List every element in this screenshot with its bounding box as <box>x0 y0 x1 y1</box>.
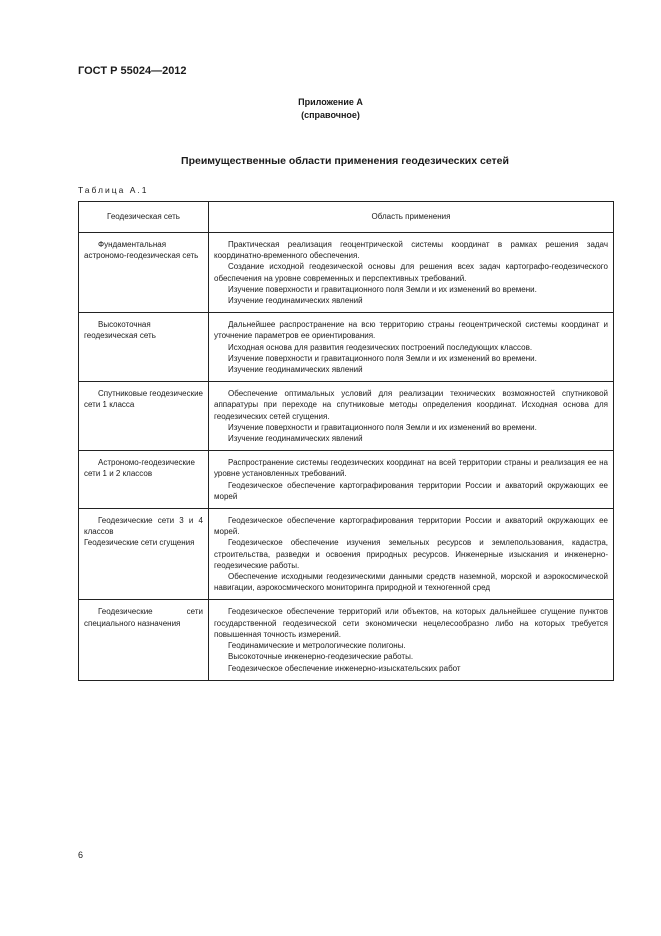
column-header-network: Геодезическая сеть <box>79 202 209 233</box>
table-row <box>79 451 614 509</box>
geodetic-networks-table <box>78 201 614 681</box>
table-row <box>79 233 614 313</box>
application-cell <box>209 600 614 680</box>
network-name: Геодезические сети специального назначения <box>84 607 203 628</box>
application-cell <box>209 313 614 382</box>
application-paragraph: Изучение поверхности и гравитационного поля Земли и их изменений во времени. <box>228 284 537 294</box>
application-cell <box>209 233 614 313</box>
document-heading: Преимущественные области применения геодезических сетей <box>181 155 509 167</box>
application-paragraph: Обеспечение оптимальных условий для реализации технических возможностей спутниковой аппаратуры при переходе на спутниковые методы определения координат. Исходная основа для геодезических сетей сгущения. <box>214 389 608 421</box>
application-paragraph: Практическая реализация геоцентрической системы координат в рамках решения задач координатно-временного обеспечения. <box>214 240 608 261</box>
network-name: Геодезические сети 3 и 4 классов <box>84 516 203 537</box>
application-cell <box>209 382 614 451</box>
application-paragraph: Геодезическое обеспечение территорий или объектов, на которых дальнейшее сгущение пунктов государственной геодезической сети экономически нецелесообразно либо на которых требуется повышенная точность измерений. <box>214 607 608 639</box>
table-header-row <box>79 202 614 233</box>
network-cell <box>79 382 209 451</box>
network-name: Высокоточная геодезическая сеть <box>84 320 156 341</box>
application-cell <box>209 451 614 509</box>
network-cell <box>79 451 209 509</box>
application-cell <box>209 509 614 600</box>
application-paragraph: Геодезическое обеспечение картографирования территории России и акваторий окружающих ее морей <box>214 480 608 501</box>
application-paragraph: Изучение поверхности и гравитационного поля Земли и их изменений во времени. <box>228 422 537 432</box>
application-paragraph: Изучение геодинамических явлений <box>228 296 363 306</box>
annex-type: (справочное) <box>301 110 360 120</box>
network-cell <box>79 313 209 382</box>
network-name: Спутниковые геодезические сети 1 класса <box>84 389 203 410</box>
table-row <box>79 509 614 600</box>
table-row <box>79 382 614 451</box>
network-cell <box>79 233 209 313</box>
table-row <box>79 600 614 680</box>
network-cell <box>79 600 209 680</box>
application-paragraph: Геодинамические и метрологические полигоны. <box>228 641 406 651</box>
application-paragraph: Исходная основа для развития геодезических построений последующих классов. <box>228 342 533 352</box>
application-paragraph: Высокоточные инженерно-геодезические работы. <box>228 652 414 662</box>
annex-title: Приложение А <box>298 97 363 107</box>
application-paragraph: Геодезическое обеспечение изучения земельных ресурсов и землепользования, кадастра, строительства, разведки и освоения природных ресурсов. Инженерные изыскания и инженерно-геодезические работы. <box>214 538 608 570</box>
application-paragraph: Дальнейшее распространение на всю территорию страны геоцентрической системы координат и уточнение параметров ее ориентирования. <box>214 320 608 341</box>
application-paragraph: Геодезическое обеспечение картографирования территории России и акваторий окружающих ее морей. <box>214 516 608 537</box>
application-paragraph: Изучение поверхности и гравитационного поля Земли и их изменений во времени. <box>228 353 537 363</box>
network-name: Астрономо-геодезические сети 1 и 2 классов <box>84 458 195 479</box>
application-paragraph: Создание исходной геодезической основы для решения всех задач картографо-геодезического обеспечения на уровне современных и перспективных требований. <box>214 262 608 283</box>
annex-block <box>0 96 661 122</box>
doc-code: ГОСТ Р 55024—2012 <box>78 65 187 77</box>
application-paragraph: Геодезическое обеспечение инженерно-изыскательских работ <box>228 663 461 673</box>
network-name: Геодезические сети сгущения <box>84 538 195 548</box>
table-label: Таблица А.1 <box>78 185 149 195</box>
application-paragraph: Изучение геодинамических явлений <box>228 434 363 444</box>
network-cell <box>79 509 209 600</box>
application-paragraph: Обеспечение исходными геодезическими данными средств наземной, морской и аэрокосмической навигации, аэрокосмического мониторинга природной и техногенной сред <box>214 572 608 593</box>
application-paragraph: Изучение геодинамических явлений <box>228 365 363 375</box>
column-header-application: Область применения <box>209 202 614 233</box>
network-name: Фундаментальная астрономо-геодезическая сеть <box>84 240 199 261</box>
page-number: 6 <box>78 850 84 860</box>
table-row <box>79 313 614 382</box>
application-paragraph: Распространение системы геодезических координат на всей территории страны и реализация ее на уровне установленных требований. <box>214 458 608 479</box>
